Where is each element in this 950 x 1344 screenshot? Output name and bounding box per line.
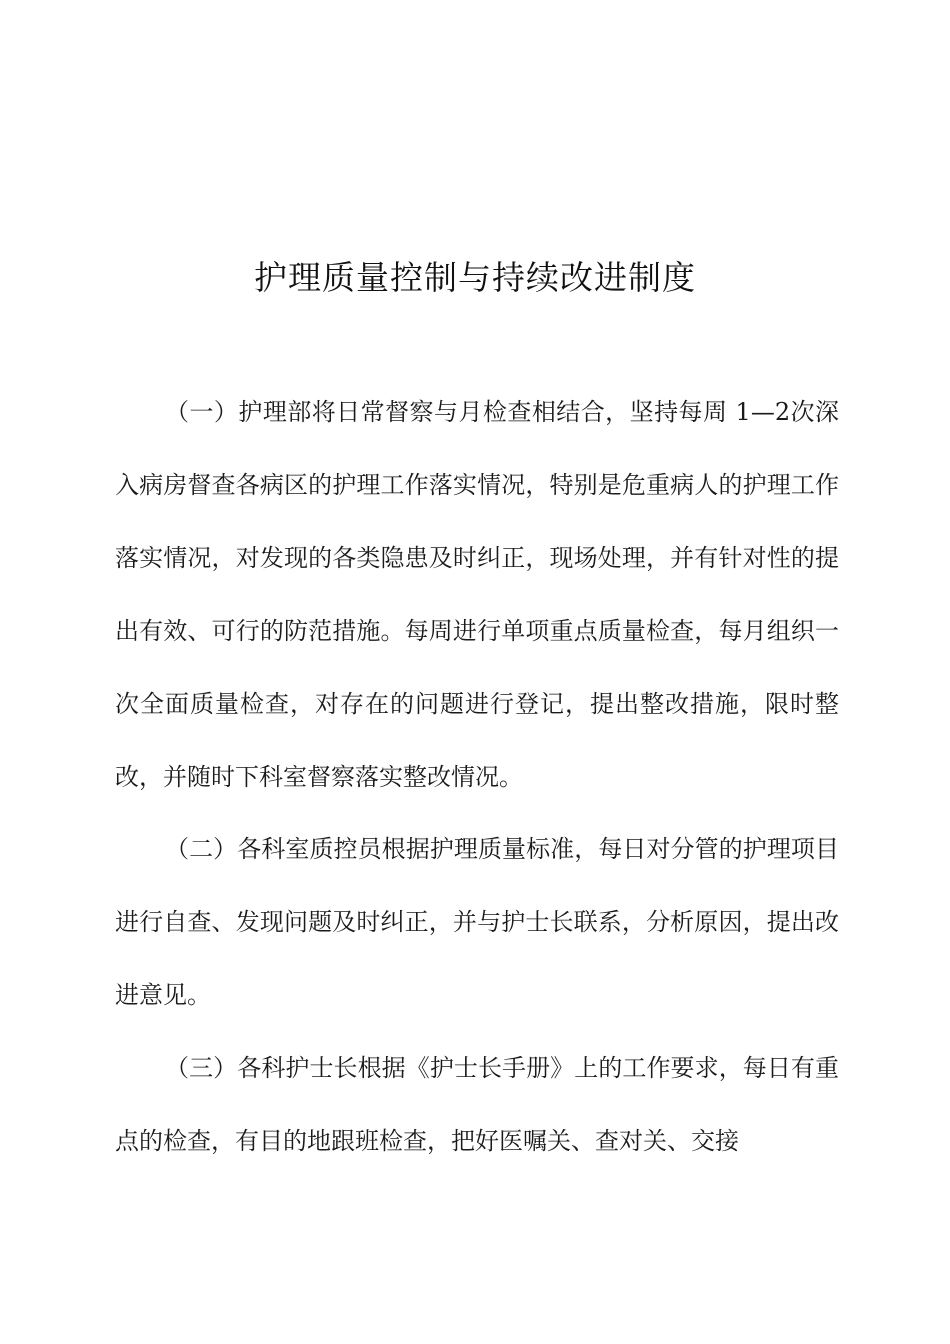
- paragraph-1: （一）护理部将日常督察与月检查相结合，坚持每周 1—2次深入病房督查各病区的护理工作落实情况，特别是危重病人的护理工作落实情况，对发现的各类隐患及时纠正，现场处理，并有针对性的提出有效、可行的防范措施。每周进行单项重点质量检查，每月组织一次全面质量检查，对存在的问题进行登记，提出整改措施，限时整改，并随时下科室督察落实整改情况。: [115, 398, 839, 791]
- paragraph-2: （二）各科室质控员根据护理质量标准，每日对分管的护理项目进行自查、发现问题及时纠正，并与护士长联系，分析原因，提出改进意见。: [115, 835, 839, 1009]
- document-title: 护理质量控制与持续改进制度: [254, 258, 696, 297]
- paragraph-3: （三）各科护士长根据《护士长手册》上的工作要求，每日有重点的检查，有目的地跟班检查，把好医嘱关、查对关、交接: [115, 1054, 839, 1155]
